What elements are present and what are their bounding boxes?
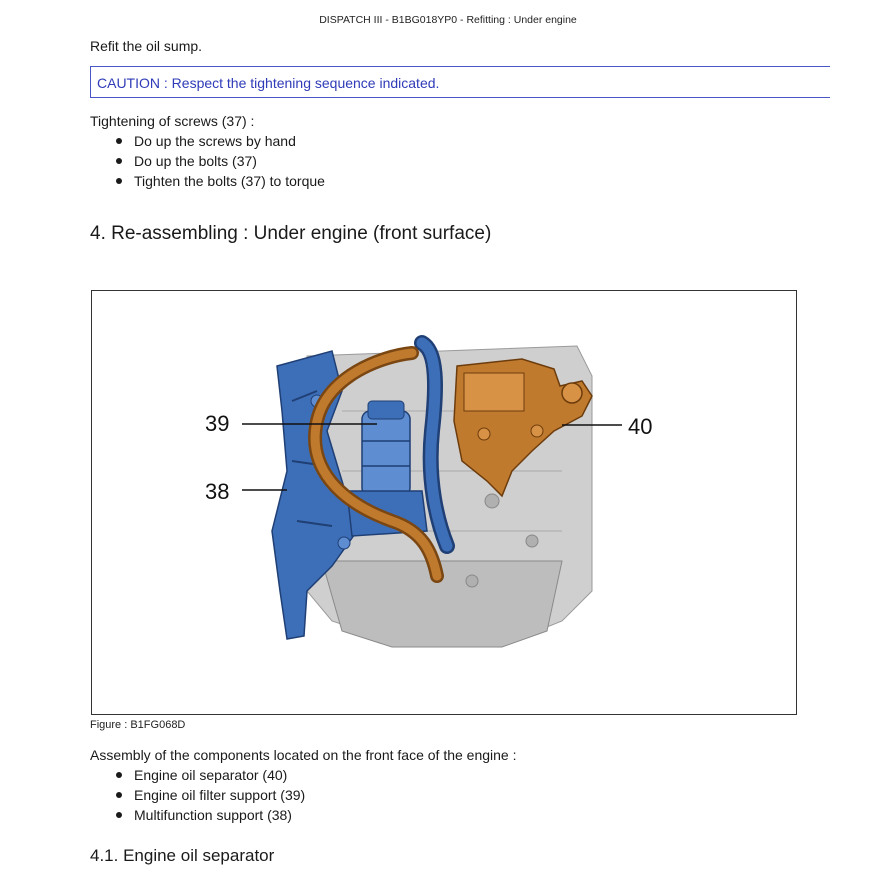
callout-38: 38 xyxy=(205,479,230,504)
assembly-title: Assembly of the components located on the front face of the engine : xyxy=(90,747,517,763)
list-item: Engine oil separator (40) xyxy=(112,765,305,785)
assembly-list xyxy=(112,765,305,825)
list-item: Multifunction support (38) xyxy=(112,805,305,825)
page-header: DISPATCH III - B1BG018YP0 - Refitting : Under engine xyxy=(319,14,577,26)
callout-39: 39 xyxy=(205,411,230,436)
caution-text: CAUTION : Respect the tightening sequence indicated. xyxy=(97,75,440,91)
list-item: Tighten the bolts (37) to torque xyxy=(112,171,325,191)
section-heading-4-1: 4.1. Engine oil separator xyxy=(90,846,275,865)
list-item: Do up the screws by hand xyxy=(112,131,325,151)
list-item: Do up the bolts (37) xyxy=(112,151,325,171)
figure-frame xyxy=(91,290,797,715)
section-heading-4: 4. Re-assembling : Under engine (front surface) xyxy=(90,223,492,244)
engine-illustration xyxy=(92,291,796,714)
callout-40: 40 xyxy=(628,414,653,439)
intro-text: Refit the oil sump. xyxy=(90,38,203,54)
figure-caption: Figure : B1FG068D xyxy=(90,719,186,731)
list-item: Engine oil filter support (39) xyxy=(112,785,305,805)
caution-box xyxy=(90,66,830,98)
tightening-title: Tightening of screws (37) : xyxy=(90,113,255,129)
tightening-list xyxy=(112,131,325,191)
